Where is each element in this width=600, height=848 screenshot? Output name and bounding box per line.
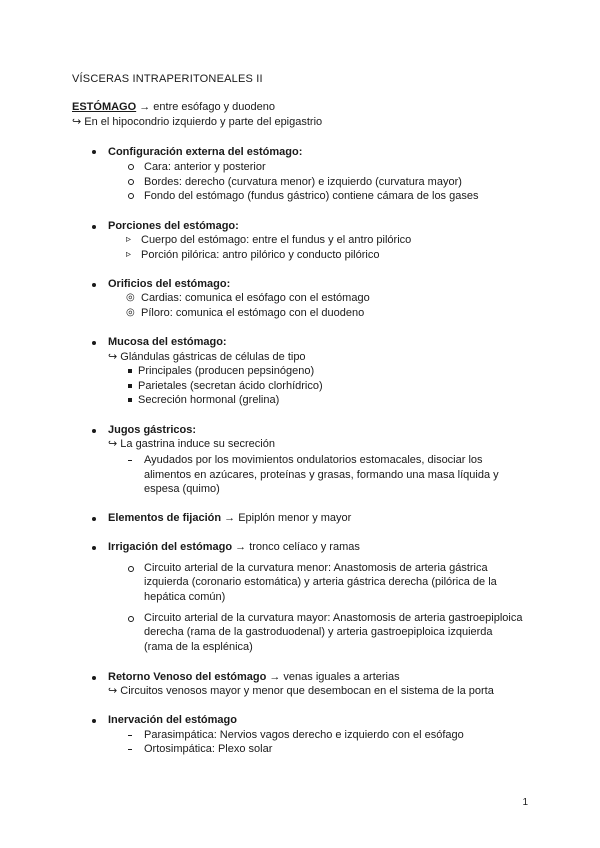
dash-bullet-icon (128, 735, 132, 736)
list-item: Cardias: comunica el esófago con el estómago (141, 292, 370, 304)
list-item: Píloro: comunica el estómago con el duodeno (141, 307, 365, 319)
paragraph-line: derecha (rama de la gastroduodenal) y arteria gastroepiploica izquierda (144, 626, 493, 638)
bullet-icon (92, 225, 96, 229)
square-bullet-icon (128, 384, 132, 388)
list-item: Secreción hormonal (grelina) (138, 394, 280, 406)
section-title-mucosa: Mucosa del estómago: (108, 336, 227, 348)
square-bullet-icon (128, 369, 132, 373)
list-item: Fondo del estómago (fundus gástrico) contiene cámara de los gases (144, 190, 479, 202)
circle-bullet-icon (128, 616, 134, 622)
list-item: Principales (producen pepsinógeno) (138, 365, 315, 377)
paragraph-line: (rama de la esplénica) (144, 641, 253, 653)
list-item: Parietales (secretan ácido clorhídrico) (138, 380, 323, 392)
circle-bullet-icon (128, 179, 134, 185)
bullet-icon (92, 429, 96, 433)
list-item: Parasimpática: Nervios vagos derecho e izquierdo con el esófago (144, 729, 464, 741)
section-title-juices: Jugos gástricos: (108, 424, 197, 436)
venous-intro: ↪ Circuitos venosos mayor y menor que desembocan en el sistema de la porta (108, 685, 494, 697)
bullet-icon (92, 517, 96, 521)
paragraph-line: espesa (quimo) (144, 483, 220, 495)
page-number: 1 (522, 797, 528, 808)
irrigation-line (108, 540, 360, 554)
paragraph-line: izquierda (coronario estomática) y arteria gástrica derecha (pilórica de la (144, 576, 497, 588)
fixation-line (108, 511, 351, 525)
section-title-venous: Retorno Venoso del estómago (108, 671, 267, 683)
section-title-config: Configuración externa del estómago: (108, 146, 303, 158)
double-circle-icon: ◎ (126, 292, 135, 303)
bullet-icon (92, 283, 96, 287)
dash-bullet-icon (128, 460, 132, 461)
circle-bullet-icon (128, 164, 134, 170)
bullet-icon (92, 676, 96, 680)
section-title-irrigation: Irrigación del estómago (108, 541, 233, 553)
section-title-portions: Porciones del estómago: (108, 220, 239, 232)
list-item: Cara: anterior y posterior (144, 161, 266, 173)
section-title-orifices: Orificios del estómago: (108, 278, 231, 290)
section-title-innervation: Inervación del estómago (108, 714, 237, 726)
bullet-icon (92, 546, 96, 550)
list-item: Bordes: derecho (curvatura menor) e izquierdo (curvatura mayor) (144, 176, 462, 188)
stomach-heading: ESTÓMAGO (72, 101, 137, 113)
paragraph-line: hepática común) (144, 591, 226, 603)
fixation-suffix: → Epiplón menor y mayor (221, 512, 352, 524)
paragraph-line: Circuito arterial de la curvatura menor: Anastomosis de arteria gástrica (144, 562, 488, 574)
list-item: Porción pilórica: antro pilórico y conducto pilórico (141, 249, 380, 261)
stomach-heading-line (72, 100, 275, 114)
paragraph-line: Circuito arterial de la curvatura mayor: Anastomosis de arteria gastroepiploica (144, 612, 523, 624)
stomach-heading-suffix: → entre esófago y duodeno (136, 101, 275, 113)
list-item: Ortosimpática: Plexo solar (144, 743, 273, 755)
bullet-icon (92, 719, 96, 723)
document-title: VÍSCERAS INTRAPERITONEALES II (72, 73, 263, 85)
paragraph-line: alimentos en azúcares, proteínas y grasas, formando una masa líquida y (144, 469, 499, 481)
mucosa-intro: ↪ Glándulas gástricas de células de tipo (108, 351, 306, 363)
bullet-icon (92, 341, 96, 345)
venous-line (108, 670, 400, 684)
bullet-icon (92, 150, 96, 154)
venous-suffix: → venas iguales a arterias (266, 671, 400, 683)
section-title-fixation: Elementos de fijación (108, 512, 222, 524)
list-item: Cuerpo del estómago: entre el fundus y el antro pilórico (141, 234, 412, 246)
dash-bullet-icon (128, 749, 132, 750)
irrigation-suffix: → tronco celíaco y ramas (232, 541, 360, 553)
circle-bullet-icon (128, 566, 134, 572)
circle-bullet-icon (128, 193, 134, 199)
double-circle-icon: ◎ (126, 307, 135, 318)
juices-intro: ↪ La gastrina induce su secreción (108, 438, 275, 450)
stomach-location: ↪ En el hipocondrio izquierdo y parte del epigastrio (72, 116, 323, 128)
paragraph-line: Ayudados por los movimientos ondulatorios estomacales, disociar los (144, 454, 483, 466)
triangle-arrow-icon: ▹ (126, 249, 132, 260)
square-bullet-icon (128, 398, 132, 402)
triangle-arrow-icon: ▹ (126, 234, 132, 245)
